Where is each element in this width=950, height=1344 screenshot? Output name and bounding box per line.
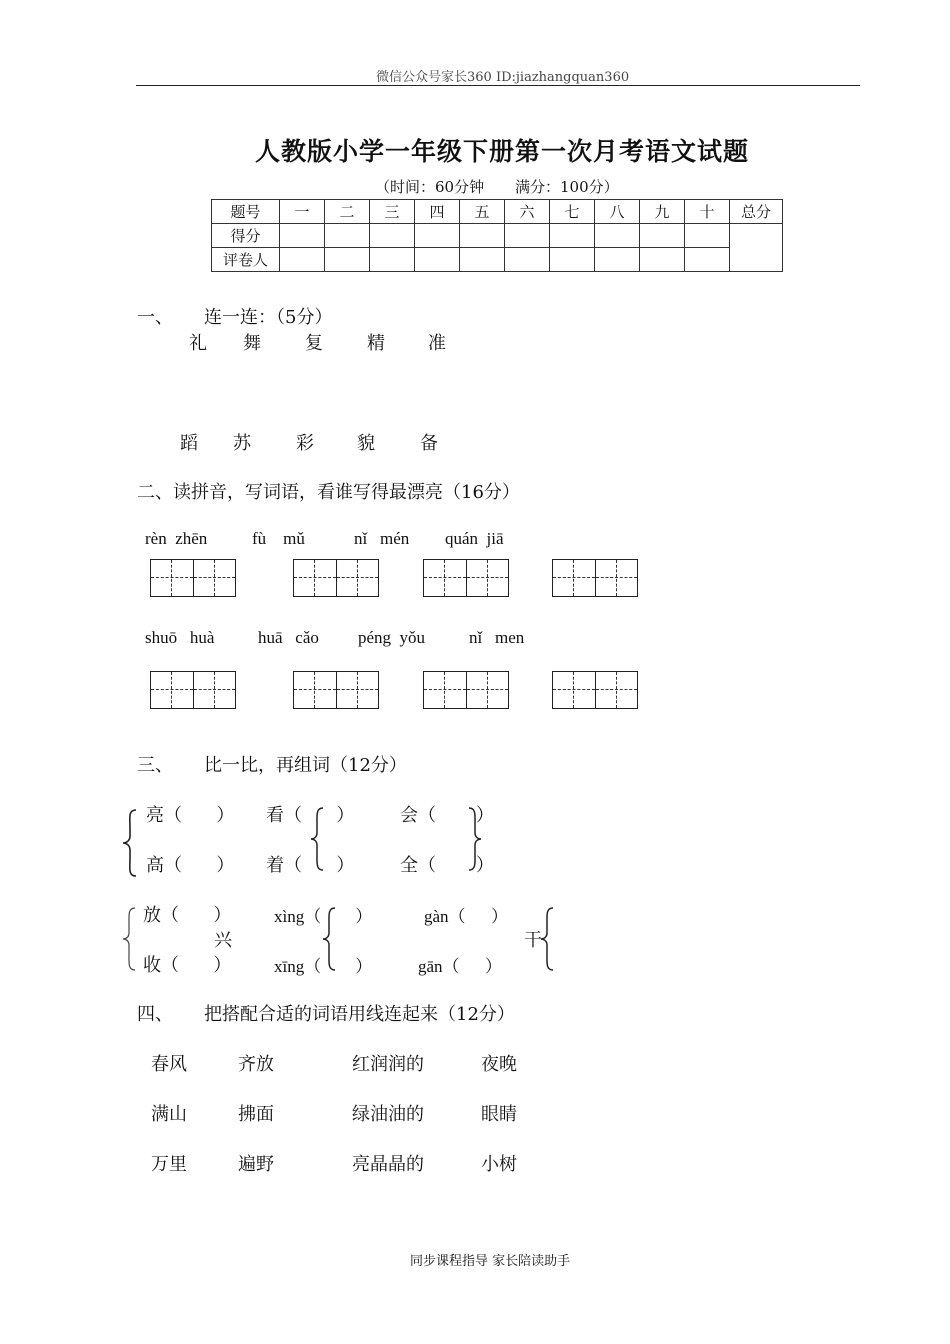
col-9: 九 (640, 200, 685, 224)
left-brace (538, 906, 556, 972)
match-bottom-char: 蹈 (180, 433, 198, 454)
row-label-grader: 评卷人 (212, 248, 280, 272)
grader-cell[interactable] (640, 248, 685, 272)
col-5: 五 (460, 200, 505, 224)
left-brace (120, 808, 140, 878)
compare-word: 会（ ） (400, 805, 495, 826)
compare-word: 全（ ） (400, 855, 495, 876)
writing-grid[interactable] (293, 559, 379, 597)
match-bottom-char: 彩 (296, 433, 314, 454)
compare-word: 收（ ） (143, 955, 232, 976)
grader-cell[interactable] (505, 248, 550, 272)
col-7: 七 (550, 200, 595, 224)
match-word: 拂面 (238, 1104, 274, 1125)
grader-cell[interactable] (595, 248, 640, 272)
match-top-char: 精 (367, 333, 385, 354)
pinyin-label: nǐ men (469, 628, 525, 647)
page-footer: 同步课程指导 家长陪读助手 (410, 1254, 571, 1269)
col-total: 总分 (730, 200, 783, 224)
writing-grid[interactable] (552, 559, 638, 597)
section4-heading: 把搭配合适的词语用线连起来（12分） (204, 1004, 515, 1025)
writing-grid[interactable] (423, 671, 509, 709)
left-brace (320, 906, 338, 972)
pinyin-label: quán jiā (445, 529, 504, 548)
compare-word: 放（ ） (143, 905, 232, 926)
total-score-cell[interactable] (730, 224, 783, 272)
section2-heading: 二、读拼音，写词语，看谁写得最漂亮（16分） (137, 482, 520, 503)
pinyin-label: shuō huà (145, 628, 215, 647)
row-label-number: 题号 (212, 200, 280, 224)
grader-cell[interactable] (325, 248, 370, 272)
match-bottom-char: 貌 (357, 433, 375, 454)
page-title: 人教版小学一年级下册第一次月考语文试题 (255, 137, 750, 166)
match-word: 齐放 (238, 1054, 274, 1075)
section3-heading: 比一比，再组词（12分） (204, 755, 407, 776)
match-word: 亮晶晶的 (352, 1154, 424, 1175)
match-word: 绿油油的 (352, 1104, 424, 1125)
match-bottom-char: 苏 (233, 433, 251, 454)
match-word: 小树 (481, 1154, 517, 1175)
polyphone-pinyin: gàn（ ） (424, 907, 509, 926)
pinyin-label: huā cǎo (258, 628, 319, 647)
score-cell[interactable] (595, 224, 640, 248)
match-word: 春风 (151, 1054, 187, 1075)
compare-word: 高（ ） (146, 855, 235, 876)
score-cell[interactable] (370, 224, 415, 248)
match-word: 万里 (151, 1154, 187, 1175)
grader-cell[interactable] (460, 248, 505, 272)
writing-grid[interactable] (150, 559, 236, 597)
col-4: 四 (415, 200, 460, 224)
pinyin-label: rèn zhēn (145, 529, 208, 548)
score-cell[interactable] (685, 224, 730, 248)
grader-cell[interactable] (685, 248, 730, 272)
compare-word: 着（ ） (266, 855, 355, 876)
row-label-score: 得分 (212, 224, 280, 248)
polyphone-pinyin: xīng（ ） (274, 957, 373, 976)
page-header: 微信公众号家长360 ID:jiazhangquan360 (376, 70, 630, 85)
match-bottom-char: 备 (420, 433, 438, 454)
score-cell[interactable] (550, 224, 595, 248)
section3-number: 三、 (137, 755, 173, 776)
score-cell[interactable] (460, 224, 505, 248)
writing-grid[interactable] (552, 671, 638, 709)
polyphone-char: 兴 (214, 930, 232, 951)
match-word: 眼睛 (481, 1104, 517, 1125)
col-1: 一 (280, 200, 325, 224)
score-cell[interactable] (505, 224, 550, 248)
writing-grid[interactable] (150, 671, 236, 709)
polyphone-pinyin: xìng（ ） (274, 907, 373, 926)
match-word: 夜晚 (481, 1054, 517, 1075)
full-score: 满分：100分） (515, 178, 619, 196)
score-cell[interactable] (640, 224, 685, 248)
score-cell[interactable] (415, 224, 460, 248)
match-word: 红润润的 (352, 1054, 424, 1075)
score-table (211, 199, 783, 272)
col-2: 二 (325, 200, 370, 224)
time-limit: （时间：60分钟 (375, 178, 485, 196)
polyphone-char: 干 (524, 930, 542, 951)
grader-cell[interactable] (280, 248, 325, 272)
col-3: 三 (370, 200, 415, 224)
pinyin-label: fù mǔ (252, 529, 305, 548)
col-8: 八 (595, 200, 640, 224)
grader-cell[interactable] (550, 248, 595, 272)
grader-cell[interactable] (415, 248, 460, 272)
match-top-char: 礼 (189, 333, 207, 354)
section1-number: 一、 (137, 307, 173, 328)
match-top-char: 复 (305, 333, 323, 354)
score-cell[interactable] (280, 224, 325, 248)
compare-word: 亮（ ） (146, 805, 235, 826)
match-word: 遍野 (238, 1154, 274, 1175)
pinyin-label: péng yǒu (358, 628, 426, 647)
score-cell[interactable] (325, 224, 370, 248)
header-rule (136, 85, 860, 86)
right-brace (466, 806, 484, 872)
writing-grid[interactable] (423, 559, 509, 597)
section4-number: 四、 (137, 1004, 173, 1025)
grader-cell[interactable] (370, 248, 415, 272)
compare-word: 看（ ） (266, 805, 355, 826)
col-10: 十 (685, 200, 730, 224)
section1-heading: 连一连：（5分） (204, 307, 333, 328)
writing-grid[interactable] (293, 671, 379, 709)
pinyin-label: nǐ mén (354, 529, 410, 548)
left-brace (120, 906, 138, 972)
match-word: 满山 (151, 1104, 187, 1125)
match-top-char: 准 (428, 333, 446, 354)
col-6: 六 (505, 200, 550, 224)
polyphone-pinyin: gān（ ） (418, 957, 503, 976)
left-brace (308, 806, 326, 872)
match-top-char: 舞 (243, 333, 261, 354)
